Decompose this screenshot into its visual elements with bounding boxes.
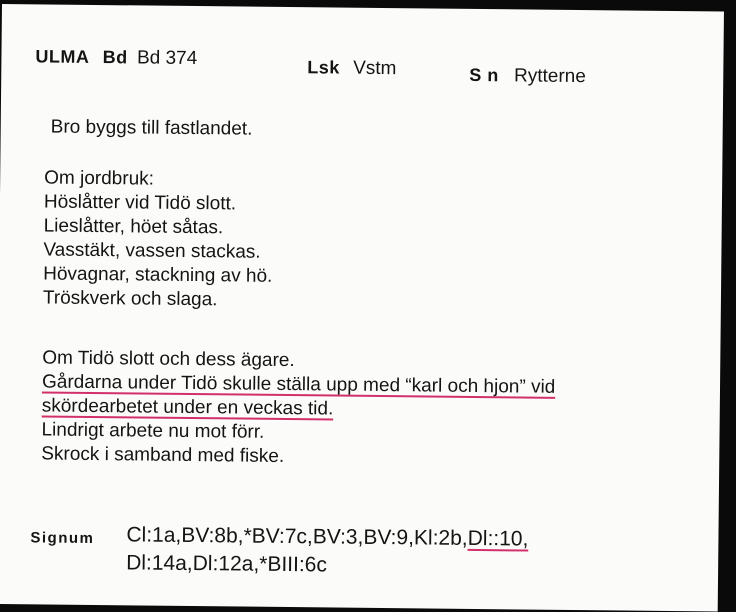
signum-codes-underlined: Dl::10, <box>467 526 529 551</box>
text-line-underlined: Gårdarna under Tidö skulle ställa upp med “karl och hjon” vid <box>41 371 556 398</box>
section-heading: Om Tidö slott och dess ägare. <box>42 347 295 372</box>
text-line: Lindrigt arbete nu mot förr. <box>41 419 265 443</box>
list-item: Höslåtter vid Tidö slott. <box>43 191 237 215</box>
lsk-field <box>307 57 396 80</box>
sn-value: Rytterne <box>513 65 586 88</box>
text-line: Skrock i samband med fiske. <box>41 443 285 467</box>
archive-card <box>0 4 724 612</box>
signum-label: Signum <box>30 529 95 547</box>
list-item: Tröskverk och slaga. <box>42 287 218 311</box>
bd-label: Bd <box>102 47 128 68</box>
text-line-underlined: skördearbetet under en veckas tid. <box>41 395 334 420</box>
bd-value: Bd 374 <box>136 47 198 70</box>
text-line: Bro byggs till fastlandet. <box>50 116 253 140</box>
list-item: Hövagnar, stackning av hö. <box>43 263 273 287</box>
section-heading: Om jordbruk: <box>44 167 155 190</box>
archive-label: ULMA <box>35 46 90 67</box>
lsk-value: Vstm <box>353 57 397 80</box>
list-item: Vasstäkt, vassen stackas. <box>43 239 261 263</box>
list-item: Lieslåtter, höet såtas. <box>43 215 224 239</box>
signum-codes: Cl:1a,BV:8b,*BV:7c,BV:3,BV:9,Kl:2b, <box>126 523 468 550</box>
lsk-label: Lsk <box>307 57 340 78</box>
sn-label: S n <box>469 64 499 86</box>
signum-line: Dl:14a,Dl:12a,*BIII:6c <box>126 551 328 577</box>
archive-field <box>35 46 197 70</box>
signum-line <box>126 523 528 551</box>
socken-field <box>469 65 586 88</box>
